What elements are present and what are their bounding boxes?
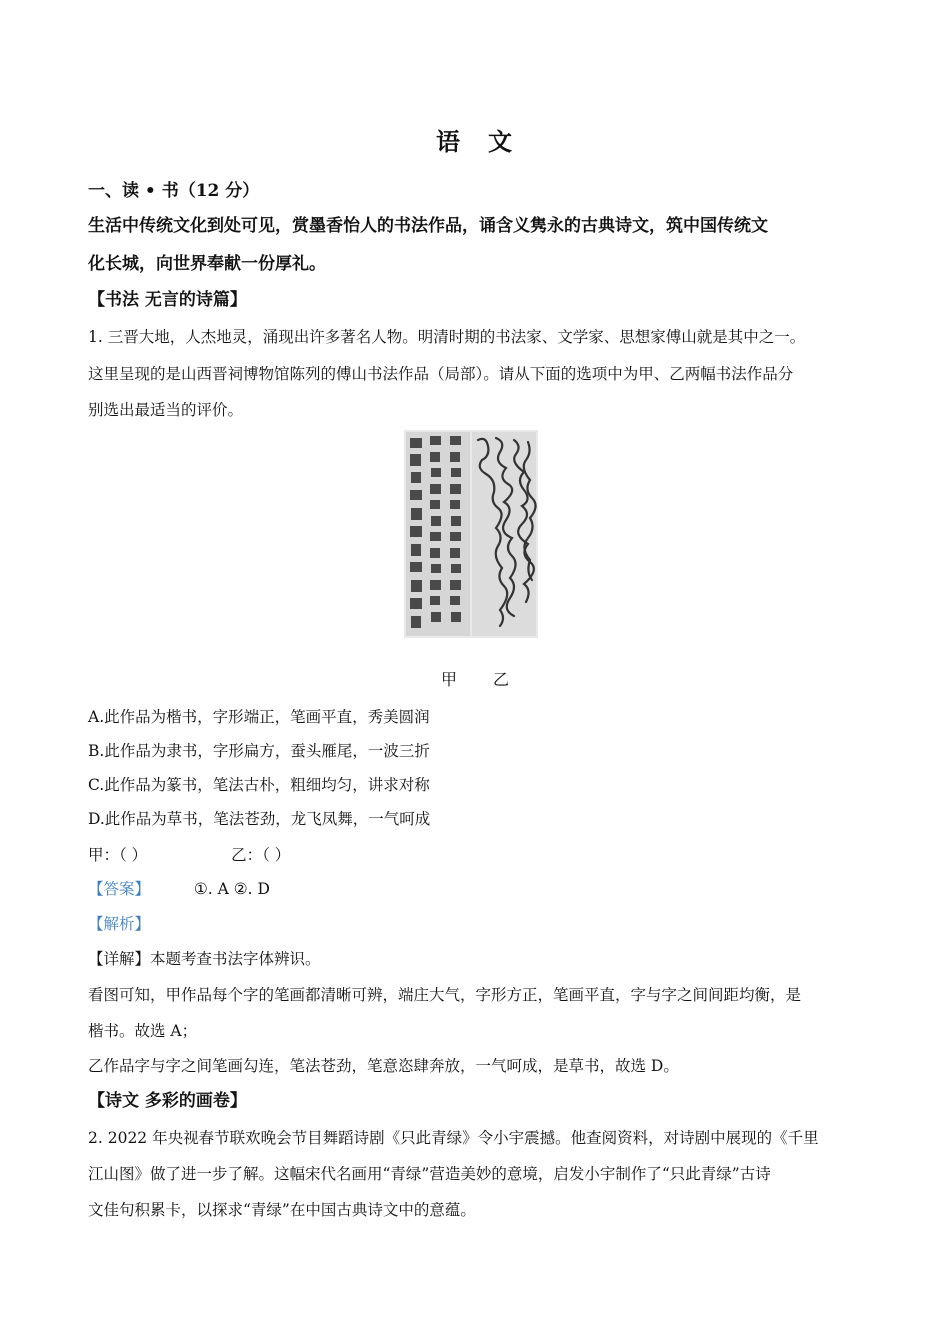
intro-text-line: 生活中传统文化到处可见，赏墨香怡人的书法作品，诵含义隽永的古典诗文，筑中国传统文 xyxy=(88,216,768,236)
detail-text: 楷书。故选 A； xyxy=(88,1022,198,1040)
caption-jia: 甲 xyxy=(441,670,458,689)
question-1-text: 1. 三晋大地，人杰地灵，涌现出许多著名人物。明清时期的书法家、文学家、思想家傅山就是其中之一。 xyxy=(88,328,806,346)
answer-value: ①. A ②. D xyxy=(193,880,270,898)
sub-heading-poetry: 【诗文 多彩的画卷】 xyxy=(88,1091,247,1111)
question-2-text: 2. 2022 年央视春节联欢晚会节目舞蹈诗剧《只此青绿》令小宇震撼。他查阅资料，对诗剧中展现的《千里 xyxy=(88,1129,819,1147)
answer-label: 【答案】 xyxy=(88,880,151,898)
page-title: 语 文 xyxy=(436,127,514,156)
calligraphy-image xyxy=(404,430,538,638)
option-d: D.此作品为草书，笔法苍劲，龙飞凤舞，一气呵成 xyxy=(88,810,431,828)
blank-jia: 甲：（ ） xyxy=(88,846,148,864)
detail-text: 乙作品字与字之间笔画勾连，笔法苍劲，笔意恣肆奔放，一气呵成，是草书，故选 D。 xyxy=(88,1057,679,1075)
caption-yi: 乙 xyxy=(493,670,510,689)
analysis-label: 【解析】 xyxy=(88,915,151,933)
question-2-text: 文佳句积累卡，以探求“青绿”在中国古典诗文中的意蕴。 xyxy=(88,1201,476,1219)
sub-heading-calligraphy: 【书法 无言的诗篇】 xyxy=(88,290,247,310)
detail-text: 看图可知，甲作品每个字的笔画都清晰可辨，端庄大气，字形方正，笔画平直，字与字之间间距均衡，是 xyxy=(88,986,802,1004)
question-2-text: 江山图》做了进一步了解。这幅宋代名画用“青绿”营造美妙的意境，启发小宇制作了“只此青绿”古诗 xyxy=(88,1165,771,1183)
blank-yi: 乙：（ ） xyxy=(231,846,291,864)
answer-row xyxy=(88,878,868,900)
option-b: B.此作品为隶书，字形扁方，蚕头雁尾，一波三折 xyxy=(88,742,430,760)
section-heading: 一、读 • 书（12 分） xyxy=(88,181,260,201)
question-1-text: 这里呈现的是山西晋祠博物馆陈列的傅山书法作品（局部）。请从下面的选项中为甲、乙两幅书法作品分 xyxy=(88,365,794,383)
question-1-text: 别选出最适当的评价。 xyxy=(88,401,244,419)
answer-blank-row xyxy=(88,844,868,866)
intro-text-line: 化长城，向世界奉献一份厚礼。 xyxy=(88,254,326,274)
option-c: C.此作品为篆书，笔法古朴，粗细均匀，讲求对称 xyxy=(88,776,430,794)
option-a: A.此作品为楷书，字形端正，笔画平直，秀美圆润 xyxy=(88,708,430,726)
detail-text: 【详解】本题考查书法字体辨识。 xyxy=(88,950,321,968)
